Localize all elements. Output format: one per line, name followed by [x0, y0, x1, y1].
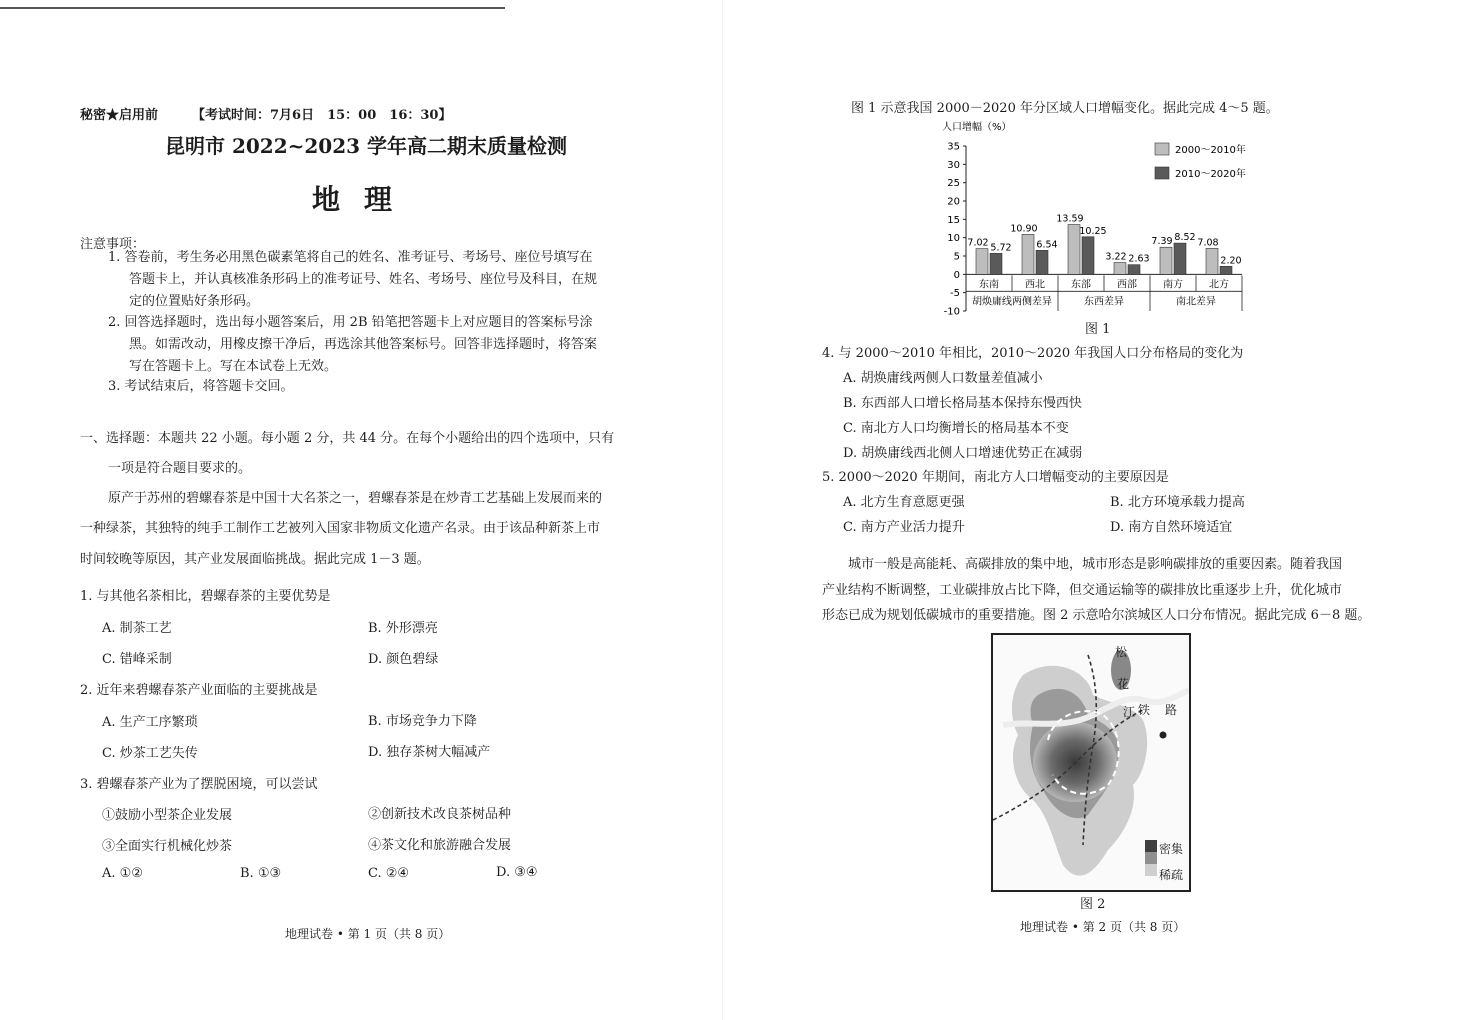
- notice-line-5: 黑。如需改动，用橡皮擦干净后，再选涂其他答案标号。回答非选择题时，将答案: [129, 337, 598, 352]
- legend-swatch: [1155, 167, 1169, 179]
- river-label-1: 松: [1115, 645, 1128, 659]
- question-3-statement-4: ④茶文化和旅游融合发展: [368, 838, 512, 853]
- data-label: 13.59: [1056, 213, 1084, 225]
- question-5-option-a: A. 北方生育意愿更强: [843, 495, 965, 510]
- section-heading-line-1: 一、选择题：本题共 22 小题。每小题 2 分，共 44 分。在每个小题给出的四个选项中，只有: [80, 431, 615, 446]
- y-tick-label: -5: [950, 288, 960, 300]
- question-1-option-b: B. 外形漂亮: [368, 621, 438, 636]
- bar: [990, 253, 1002, 274]
- question-2-option-a: A. 生产工序繁琐: [102, 715, 198, 730]
- legend-label: 2000～2010年: [1175, 145, 1246, 156]
- y-tick-label: 25: [947, 178, 960, 190]
- legend-sparse-swatch: [1145, 864, 1157, 876]
- data-label: 7.02: [967, 237, 989, 249]
- x-category-label: 北方: [1209, 279, 1229, 291]
- question-4-option-d: D. 胡焕庸线西北侧人口增速优势正在减弱: [843, 446, 1083, 461]
- notice-line-3: 定的位置贴好条形码。: [129, 294, 260, 309]
- legend-dense-swatch: [1145, 840, 1157, 852]
- question-3-option-c: C. ②④: [368, 866, 410, 881]
- question-3-option-a: A. ①②: [102, 866, 143, 881]
- question-5-option-b: B. 北方环境承载力提高: [1110, 495, 1245, 510]
- legend-mid-swatch: [1145, 852, 1157, 864]
- question-3-statement-1: ①鼓励小型茶企业发展: [102, 808, 233, 823]
- passage-2-line-1: 城市一般是高能耗、高碳排放的集中地，城市形态是影响碳排放的重要因素。随着我国: [848, 557, 1343, 572]
- subject-title: 地理: [312, 183, 417, 216]
- question-1-option-a: A. 制茶工艺: [102, 621, 172, 636]
- question-1-option-d: D. 颜色碧绿: [368, 652, 439, 667]
- data-label: 2.20: [1220, 255, 1242, 267]
- scan-top-rule: [0, 7, 505, 9]
- figure-1-intro: 图 1 示意我国 2000－2020 年分区域人口增幅变化。据此完成 4～5 题。: [851, 101, 1279, 116]
- x-category-label: 南方: [1163, 279, 1183, 291]
- landmark-dot: [1160, 732, 1167, 739]
- question-1-stem: 1. 与其他名茶相比，碧螺春茶的主要优势是: [80, 589, 331, 604]
- question-5-option-d: D. 南方自然环境适宜: [1110, 520, 1233, 535]
- y-tick-label: 30: [947, 159, 960, 171]
- y-tick-label: 10: [947, 233, 960, 245]
- data-label: 6.54: [1036, 239, 1058, 251]
- question-3-option-d: D. ③④: [496, 865, 538, 880]
- question-2-option-c: C. 炒茶工艺失传: [102, 746, 198, 761]
- exam-title: 昆明市 2022~2023 学年高二期末质量检测: [165, 134, 568, 158]
- figure-2-map: [991, 633, 1191, 892]
- x-category-label: 西北: [1025, 279, 1045, 291]
- question-3-option-b: B. ①③: [240, 866, 282, 881]
- bar: [976, 249, 988, 275]
- page-fold: [722, 0, 723, 1020]
- group-label: 东西差异: [1084, 296, 1124, 308]
- bar: [1036, 250, 1048, 274]
- notice-line-1: 1. 答卷前，考生务必用黑色碳素笔将自己的姓名、准考证号、考场号、座位号填写在: [108, 250, 593, 265]
- bar: [1022, 234, 1034, 274]
- question-2-option-d: D. 独存茶树大幅减产: [368, 745, 491, 760]
- river-label-2: 花: [1117, 677, 1130, 691]
- y-tick-label: 15: [947, 214, 960, 226]
- question-2-stem: 2. 近年来碧螺春茶产业面临的主要挑战是: [80, 683, 318, 698]
- page-2-footer: 地理试卷 • 第 2 页（共 8 页）: [1020, 920, 1186, 934]
- bar: [1128, 265, 1140, 275]
- data-label: 7.39: [1151, 236, 1173, 248]
- x-category-label: 西部: [1117, 279, 1137, 291]
- figure-1-bar-chart: [930, 118, 1260, 320]
- data-label: 8.52: [1174, 232, 1196, 244]
- question-3-statement-3: ③全面实行机械化炒茶: [102, 839, 233, 854]
- confidential-label: 秘密★启用前: [80, 108, 159, 123]
- y-axis-label: 人口增幅（%）: [942, 122, 1012, 133]
- x-category-label: 东南: [979, 279, 999, 291]
- y-tick-label: 20: [947, 196, 960, 208]
- page-1-footer: 地理试卷 • 第 1 页（共 8 页）: [285, 927, 451, 941]
- question-1-option-c: C. 错峰采制: [102, 652, 172, 667]
- question-4-option-a: A. 胡焕庸线两侧人口数量差值减小: [843, 371, 1043, 386]
- notice-heading: 注意事项：: [80, 237, 146, 252]
- railway-label-2: 路: [1165, 703, 1178, 717]
- x-category-label: 东部: [1071, 279, 1091, 291]
- bar: [1114, 263, 1126, 275]
- bar: [1160, 247, 1172, 274]
- data-label: 10.25: [1079, 225, 1107, 237]
- bar: [1068, 225, 1080, 275]
- data-label: 2.63: [1128, 253, 1150, 265]
- notice-line-7: 3. 考试结束后，将答题卡交回。: [108, 379, 294, 394]
- bar: [1082, 237, 1094, 275]
- group-label: 胡焕庸线两侧差异: [972, 296, 1052, 308]
- legend-dense-label: 密集: [1159, 842, 1184, 856]
- notice-line-4: 2. 回答选择题时，选出每小题答案后，用 2B 铅笔把答题卡上对应题目的答案标号涂: [108, 315, 593, 330]
- question-4-option-b: B. 东西部人口增长格局基本保持东慢西快: [843, 396, 1082, 411]
- bar: [1220, 266, 1232, 274]
- passage-line-3: 时间较晚等原因，其产业发展面临挑战。据此完成 1－3 题。: [80, 552, 430, 567]
- question-4-option-c: C. 南北方人口均衡增长的格局基本不变: [843, 421, 1069, 436]
- data-label: 5.72: [990, 242, 1012, 254]
- notice-line-2: 答题卡上，并认真核准条形码上的准考证号、姓名、考场号、座位号及科目，在规: [129, 272, 598, 287]
- passage-line-1: 原产于苏州的碧螺春茶是中国十大名茶之一，碧螺春茶是在炒青工艺基础上发展而来的: [108, 491, 603, 506]
- notice-line-6: 写在答题卡上。写在本试卷上无效。: [129, 359, 338, 374]
- figure-2-caption: 图 2: [1080, 897, 1106, 912]
- exam-time: 【考试时间：7月6日 15：00 16：30】: [192, 108, 452, 123]
- river-label-3: 江: [1123, 705, 1136, 719]
- question-3-statement-2: ②创新技术改良茶树品种: [368, 807, 512, 822]
- bar: [1206, 248, 1218, 274]
- y-tick-label: -10: [943, 306, 960, 318]
- group-label: 南北差异: [1176, 296, 1216, 308]
- data-label: 10.90: [1010, 223, 1038, 235]
- data-label: 3.22: [1105, 251, 1127, 263]
- passage-line-2: 一种绿茶，其独特的纯手工制作工艺被列入国家非物质文化遗产名录。由于该品种新茶上市: [80, 521, 601, 536]
- y-tick-label: 35: [947, 141, 960, 153]
- figure-1-caption: 图 1: [1085, 322, 1111, 337]
- legend-sparse-label: 稀疏: [1159, 868, 1184, 882]
- question-4-stem: 4. 与 2000～2010 年相比，2010～2020 年我国人口分布格局的变化为: [822, 346, 1244, 361]
- y-tick-label: 0: [953, 269, 960, 281]
- passage-2-line-3: 形态已成为规划低碳城市的重要措施。图 2 示意哈尔滨城区人口分布情况。据此完成 6－8 题。: [822, 608, 1371, 623]
- question-5-stem: 5. 2000～2020 年期间，南北方人口增幅变动的主要原因是: [822, 470, 1169, 485]
- legend-label: 2010～2020年: [1175, 169, 1246, 180]
- question-5-option-c: C. 南方产业活力提升: [843, 520, 965, 535]
- question-3-stem: 3. 碧螺春茶产业为了摆脱困境，可以尝试: [80, 777, 318, 792]
- y-tick-label: 5: [953, 251, 960, 263]
- railway-label-1: 铁: [1138, 703, 1151, 717]
- question-2-option-b: B. 市场竞争力下降: [368, 714, 477, 729]
- legend-swatch: [1155, 143, 1169, 155]
- bar: [1174, 243, 1186, 274]
- passage-2-line-2: 产业结构不断调整，工业碳排放占比下降，但交通运输等的碳排放比重逐步上升，优化城市: [822, 583, 1343, 598]
- data-label: 7.08: [1197, 237, 1219, 249]
- section-heading-line-2: 一项是符合题目要求的。: [108, 461, 252, 476]
